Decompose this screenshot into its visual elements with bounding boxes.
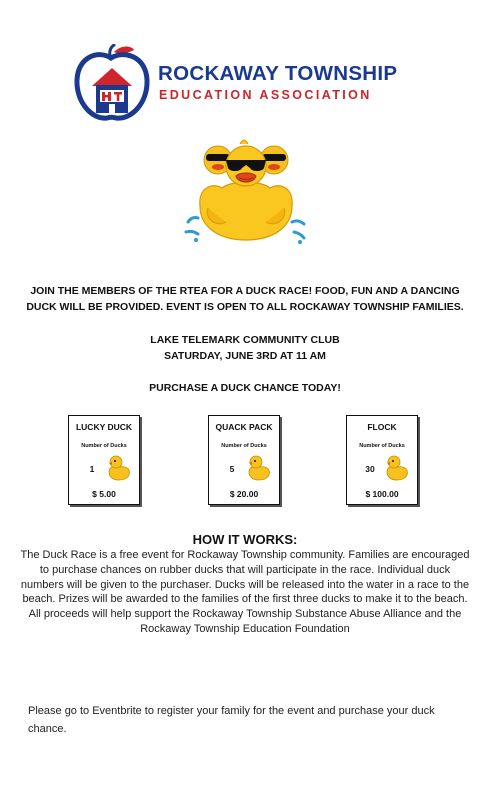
rtea-logo xyxy=(74,44,419,124)
event-intro: JOIN THE MEMBERS OF THE RTEA FOR A DUCK RACE! FOOD, FUN AND A DANCING DUCK WILL BE PROVIDED. EVENT IS OPEN TO ALL ROCKAWAY TOWNSHIP FAMILIES. xyxy=(26,285,464,313)
package-count-label: Number of Ducks xyxy=(359,443,405,449)
rubber-duck-icon xyxy=(107,454,131,481)
package-count-label: Number of Ducks xyxy=(221,443,267,449)
event-venue: LAKE TELEMARK COMMUNITY CLUB xyxy=(150,334,340,346)
how-it-works-heading: HOW IT WORKS: xyxy=(192,532,298,547)
rubber-duck-icon xyxy=(385,454,409,481)
package-title: LUCKY DUCK xyxy=(75,422,133,432)
apple-schoolhouse-logo-icon xyxy=(74,44,150,122)
package-price: $ 100.00 xyxy=(365,489,399,499)
package-card-flock xyxy=(346,415,418,505)
package-count: 5 xyxy=(229,464,235,474)
package-card-quack-pack xyxy=(208,415,280,505)
package-count: 30 xyxy=(365,464,375,474)
package-count: 1 xyxy=(89,464,95,474)
event-date-time: SATURDAY, JUNE 3RD AT 11 AM xyxy=(164,350,326,362)
package-title: FLOCK xyxy=(367,422,397,432)
package-count-label: Number of Ducks xyxy=(81,443,127,449)
package-card-lucky-duck xyxy=(68,415,140,505)
purchase-callout: PURCHASE A DUCK CHANCE TODAY! xyxy=(149,382,341,394)
logo-title: ROCKAWAY TOWNSHIP xyxy=(158,62,398,85)
package-title: QUACK PACK xyxy=(215,422,273,432)
logo-subtitle: EDUCATION ASSOCIATION xyxy=(159,88,372,102)
how-it-works-body: The Duck Race is a free event for Rockaway Township community. Families are encouraged to purchase chances on rubber ducks that will participate in the race. Individual duck numbers will be given to the purchaser. Ducks will be released into the water in a race to the beach. Prizes will be awarded to the families of the first three ducks to make it to the beach. All proceeds will help support the Rockaway Township Substance Abuse Alliance and the Rockaway Township Education Foundation xyxy=(20,549,470,635)
package-price: $ 20.00 xyxy=(229,489,259,499)
rubber-ducks-with-sunglasses-icon xyxy=(182,136,310,246)
registration-note: Please go to Eventbrite to register your family for the event and purchase your duck chance. xyxy=(28,705,435,735)
package-price: $ 5.00 xyxy=(92,489,116,499)
rubber-duck-icon xyxy=(247,454,271,481)
